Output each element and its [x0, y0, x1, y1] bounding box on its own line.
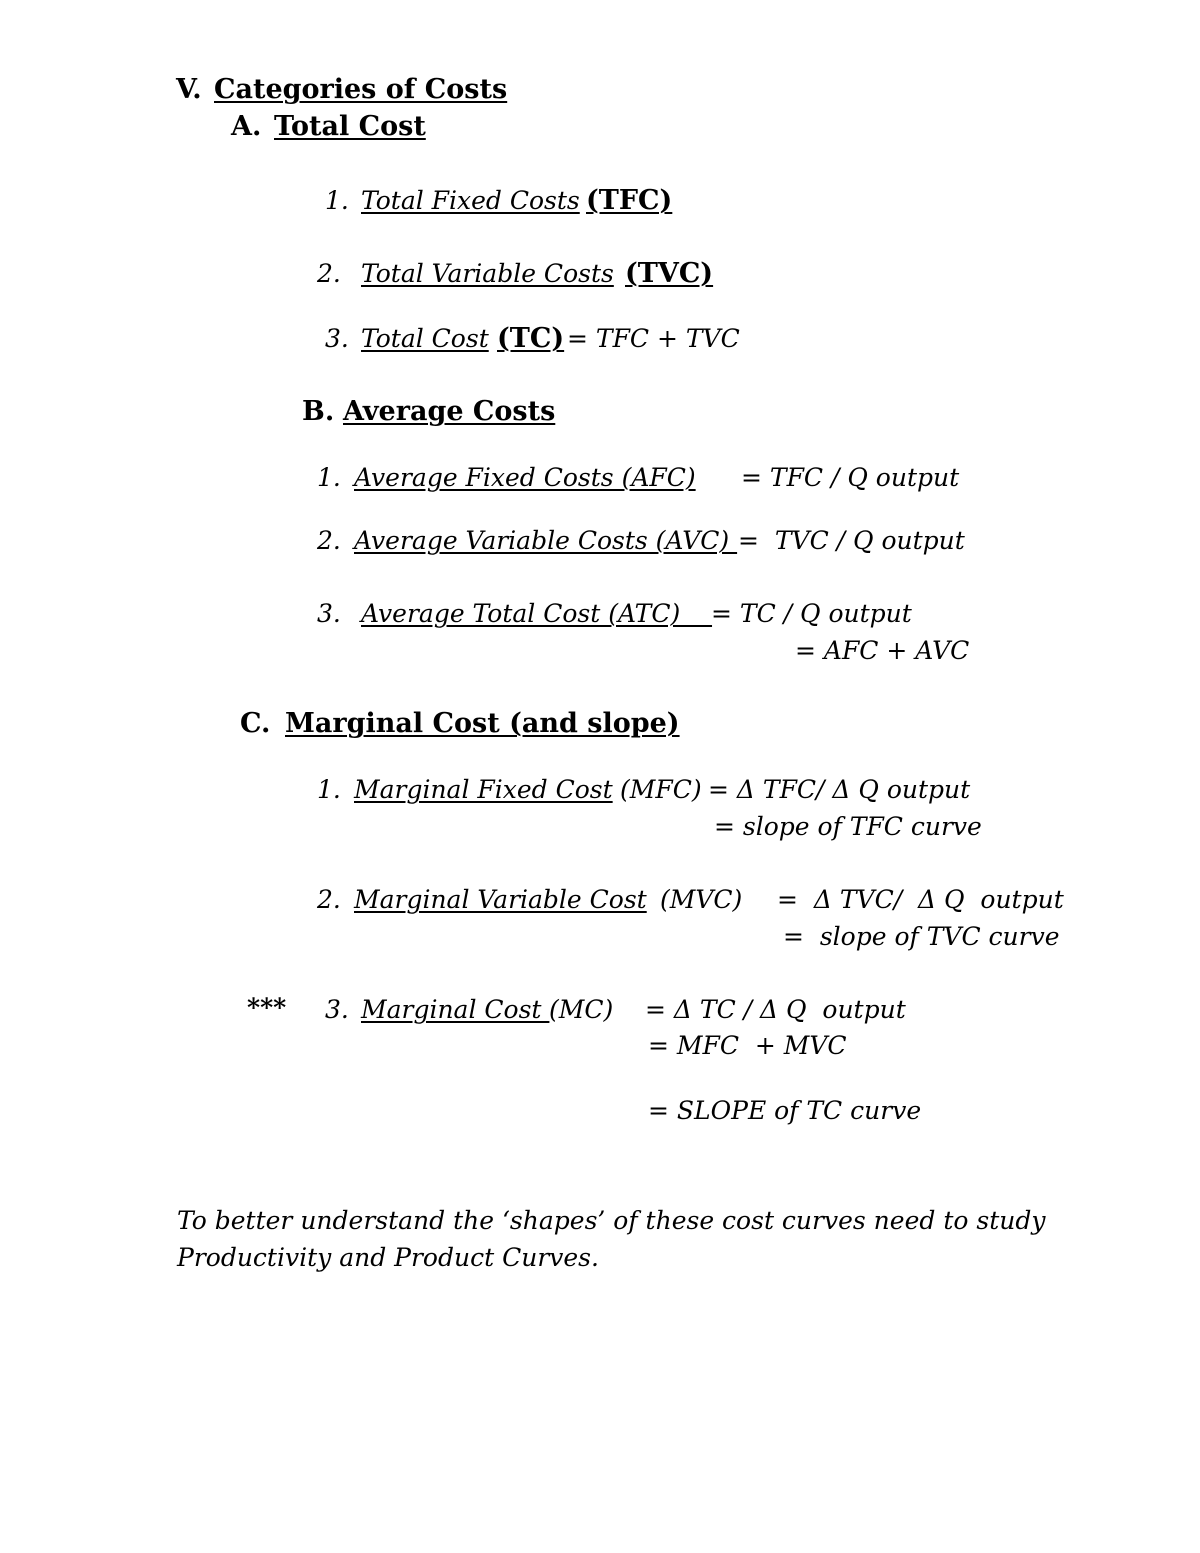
tfc-label: Total Fixed Costs: [361, 186, 580, 215]
avc-label: Average Variable Costs (AVC): [354, 526, 738, 555]
section-title: Categories of Costs: [214, 74, 508, 105]
mvc-label: Marginal Variable Cost: [354, 885, 647, 914]
tfc-number: 1.: [325, 186, 349, 215]
mc-abbr: (MC): [549, 995, 614, 1024]
afc-formula: = TFC / Q output: [741, 463, 960, 492]
mfc-label: Marginal Fixed Cost: [354, 775, 613, 804]
tvc-abbr: (TVC): [625, 258, 714, 289]
important-marker: ***: [247, 993, 287, 1022]
avc-formula: = TVC / Q output: [738, 526, 965, 555]
subsection-a-letter: A.: [231, 111, 262, 142]
subsection-c-title: Marginal Cost (and slope): [285, 708, 680, 739]
mfc-formula-2: = slope of TFC curve: [714, 812, 982, 841]
subsection-b-title: Average Costs: [343, 396, 556, 427]
mvc-formula-2: = slope of TVC curve: [783, 922, 1060, 951]
section-number: V.: [176, 74, 202, 105]
tc-abbr: (TC): [497, 323, 565, 354]
mvc-formula: = Δ TVC/ Δ Q output: [777, 885, 1064, 914]
mc-formula: = Δ TC / Δ Q output: [645, 995, 906, 1024]
mvc-abbr: (MVC): [660, 885, 743, 914]
tvc-number: 2.: [317, 259, 341, 288]
subsection-b-letter: B.: [302, 396, 335, 427]
avc-number: 2.: [317, 526, 341, 555]
tc-formula: = TFC + TVC: [567, 324, 740, 353]
tvc-label: Total Variable Costs: [361, 259, 614, 288]
mc-number: 3.: [325, 995, 349, 1024]
afc-number: 1.: [317, 463, 341, 492]
mc-formula-3: = SLOPE of TC curve: [648, 1096, 922, 1125]
atc-formula-2: = AFC + AVC: [795, 636, 970, 665]
atc-formula: = TC / Q output: [711, 599, 912, 628]
afc-label: Average Fixed Costs (AFC): [354, 463, 696, 492]
tc-number: 3.: [325, 324, 349, 353]
mfc-number: 1.: [317, 775, 341, 804]
mvc-number: 2.: [317, 885, 341, 914]
mfc-formula: = Δ TFC/ Δ Q output: [708, 775, 971, 804]
subsection-a-title: Total Cost: [274, 111, 426, 142]
mc-formula-2: = MFC + MVC: [648, 1031, 847, 1060]
mfc-abbr: (MFC): [620, 775, 702, 804]
mc-label: Marginal Cost: [361, 995, 550, 1024]
footer-note-line-2: Productivity and Product Curves.: [177, 1243, 599, 1272]
tc-label: Total Cost: [361, 324, 489, 353]
tfc-abbr: (TFC): [586, 185, 673, 216]
atc-number: 3.: [317, 599, 341, 628]
subsection-c-letter: C.: [240, 708, 271, 739]
atc-label: Average Total Cost (ATC): [361, 599, 713, 628]
footer-note-line-1: To better understand the ‘shapes’ of these cost curves need to study: [177, 1206, 1046, 1235]
